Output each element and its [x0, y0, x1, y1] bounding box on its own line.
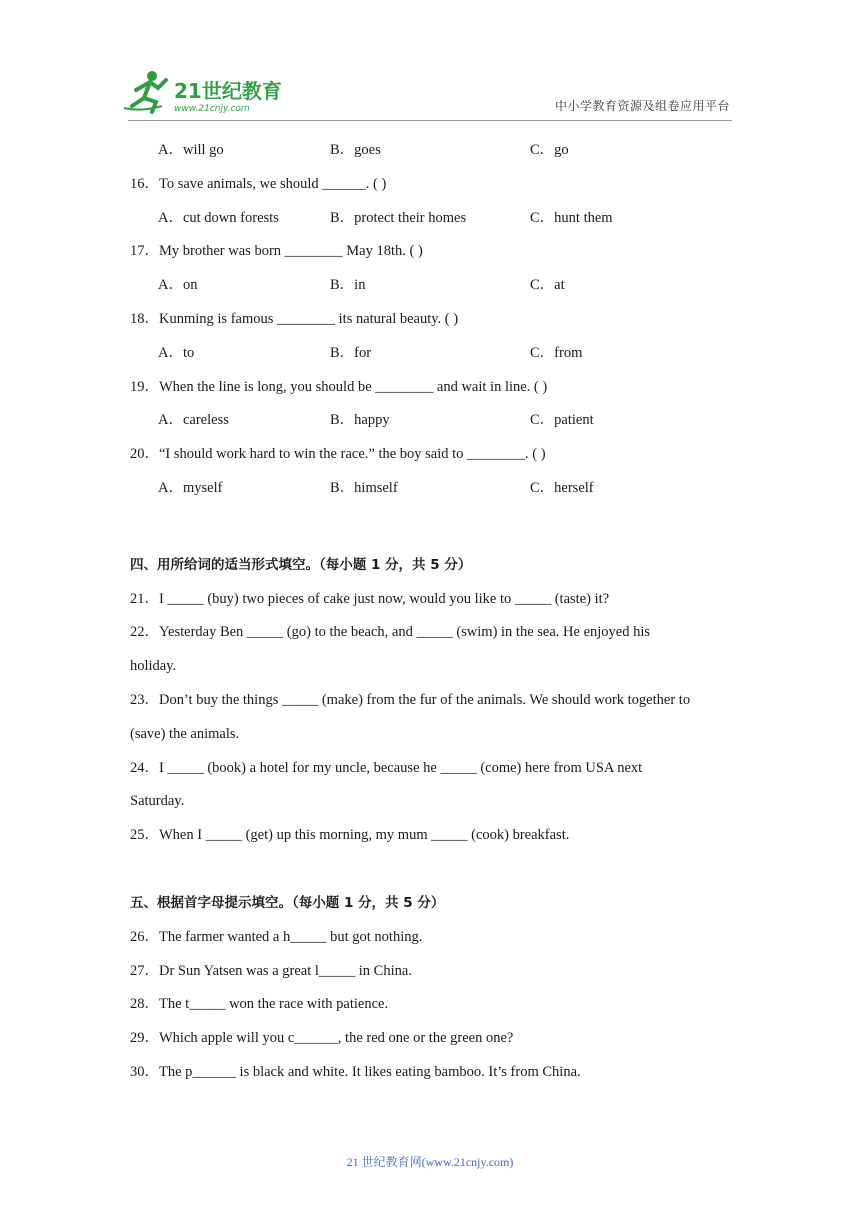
question-18: 18．Kunming is famous ________ its natural beauty. ( ): [130, 310, 459, 327]
page-header: [0, 0, 860, 130]
question-line: 25．When I _____ (get) up this morning, my mum _____ (cook) breakfast.: [130, 827, 570, 844]
option-c: C．hunt them: [530, 209, 613, 226]
option-a: A．to: [158, 344, 195, 361]
section-4-title: 四、用所给词的适当形式填空。（每小题 1 分，共 5 分）: [130, 556, 472, 573]
question-line: 30．The p______ is black and white. It likes eating bamboo. It’s from China.: [130, 1063, 581, 1080]
question-line: 29．Which apple will you c______, the red one or the green one?: [130, 1030, 514, 1047]
option-b: B．himself: [330, 479, 398, 496]
option-b: B．goes: [330, 142, 381, 158]
question-line: 27．Dr Sun Yatsen was a great l_____ in China.: [130, 962, 412, 979]
question-20: 20．“I should work hard to win the race.” the boy said to ________. ( ): [130, 446, 546, 463]
question-line: 26．The farmer wanted a h_____ but got nothing.: [130, 928, 423, 945]
option-a: A．will go: [158, 142, 224, 158]
options-row: [130, 202, 735, 236]
option-b: B．for: [330, 344, 372, 361]
question-16: 16．To save animals, we should ______. ( ): [130, 175, 387, 192]
options-row: [130, 337, 735, 371]
option-b: B．protect their homes: [330, 209, 467, 226]
options-row: [130, 404, 735, 438]
option-c: C．patient: [530, 412, 594, 429]
options-row: [130, 269, 735, 303]
header-divider: [128, 120, 732, 121]
question-line: 28．The t_____ won the race with patience.: [130, 996, 389, 1013]
option-c: C．at: [530, 277, 565, 294]
option-c: C．go: [530, 142, 569, 158]
logo-runner-head-icon: [147, 71, 157, 81]
question-line: holiday.: [130, 658, 177, 675]
section-gap: [130, 853, 735, 887]
options-row: [130, 472, 735, 506]
header-tagline: 中小学教育资源及组卷应用平台: [554, 99, 730, 113]
question-line: 22．Yesterday Ben _____ (go) to the beach, and _____ (swim) in the sea. He enjoyed his: [130, 624, 651, 641]
logo-21cnjy: [122, 68, 292, 116]
option-c: C．from: [530, 344, 583, 361]
logo-text: 21世纪教育: [174, 79, 282, 103]
option-a: A．cut down forests: [158, 209, 279, 226]
exam-content: [130, 134, 735, 1090]
option-b: B．in: [330, 277, 366, 294]
section-5-title: 五、根据首字母提示填空。（每小题 1 分，共 5 分）: [130, 894, 445, 911]
section-gap: [130, 506, 735, 549]
question-line: Saturday.: [130, 793, 185, 810]
option-b: B．happy: [330, 412, 390, 429]
logo-url: www.21cnjy.com: [174, 104, 250, 114]
page-footer: 21 世纪教育网(www.21cnjy.com): [346, 1155, 514, 1169]
question-19: 19．When the line is long, you should be ________ and wait in line. ( ): [130, 378, 548, 395]
options-row: [130, 134, 735, 168]
question-line: 23．Don’t buy the things _____ (make) from the fur of the animals. We should work together to: [130, 691, 691, 708]
option-a: A．on: [158, 277, 198, 294]
question-line: 21．I _____ (buy) two pieces of cake just now, would you like to _____ (taste) it?: [130, 590, 610, 607]
option-a: A．myself: [158, 479, 223, 496]
question-17: 17．My brother was born ________ May 18th. ( ): [130, 243, 423, 260]
question-line: 24．I _____ (book) a hotel for my uncle, because he _____ (come) here from USA next: [130, 759, 643, 776]
question-line: (save) the animals.: [130, 725, 240, 742]
option-a: A．careless: [158, 412, 229, 429]
option-c: C．herself: [530, 479, 594, 496]
